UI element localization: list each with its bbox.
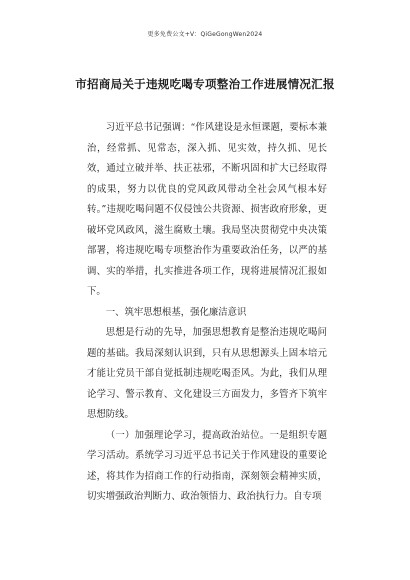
header-note: 更多免费公文+V：QiGeGongWen2024 — [147, 31, 263, 38]
document-title: 市招商局关于违规吃喝专项整治工作进展情况汇报 — [75, 77, 335, 91]
document-body — [87, 118, 327, 508]
paragraph-subsection-1: （一）加强理论学习，提高政治站位。一是组织专题学习活动。系统学习习近平总书记关于作风建设的重要论述，将其作为招商工作的行动指南，深刻领会精神实质，切实增强政治判断力、政治领悟力、政治执行力。自专项 — [87, 429, 327, 502]
paragraph-section-1: 思想是行动的先导，加强思想教育是整治违规吃喝问题的基础。我局深刻认识到，只有从思想源头上固本培元才能让党员干部自觉抵制违规吃喝歪风。为此，我们从理论学习、警示教育、文化建设三方面发力，多管齐下筑牢思想防线。 — [87, 327, 327, 420]
section-heading-1: 一、筑牢思想根基，强化廉洁意识 — [105, 306, 247, 318]
paragraph-intro: 习近平总书记强调：“作风建设是永恒课题，要标本兼治，经常抓、见常态，深入抓、见实效，持久抓、见长效，通过立破并举、扶正祛邪，不断巩固和扩大已经取得的成果，努力以优良的党风政风带动全社会风气根本好转。”违规吃喝问题不仅侵蚀公共资源、损害政府形象，更破坏党风政风，滋生腐败土壤。我局坚决贯彻党中央决策部署，将违规吃喝专项整治作为重要政治任务，以严的基调、实的举措，扎实推进各项工作，现将进展情况汇报如下。 — [87, 122, 327, 297]
